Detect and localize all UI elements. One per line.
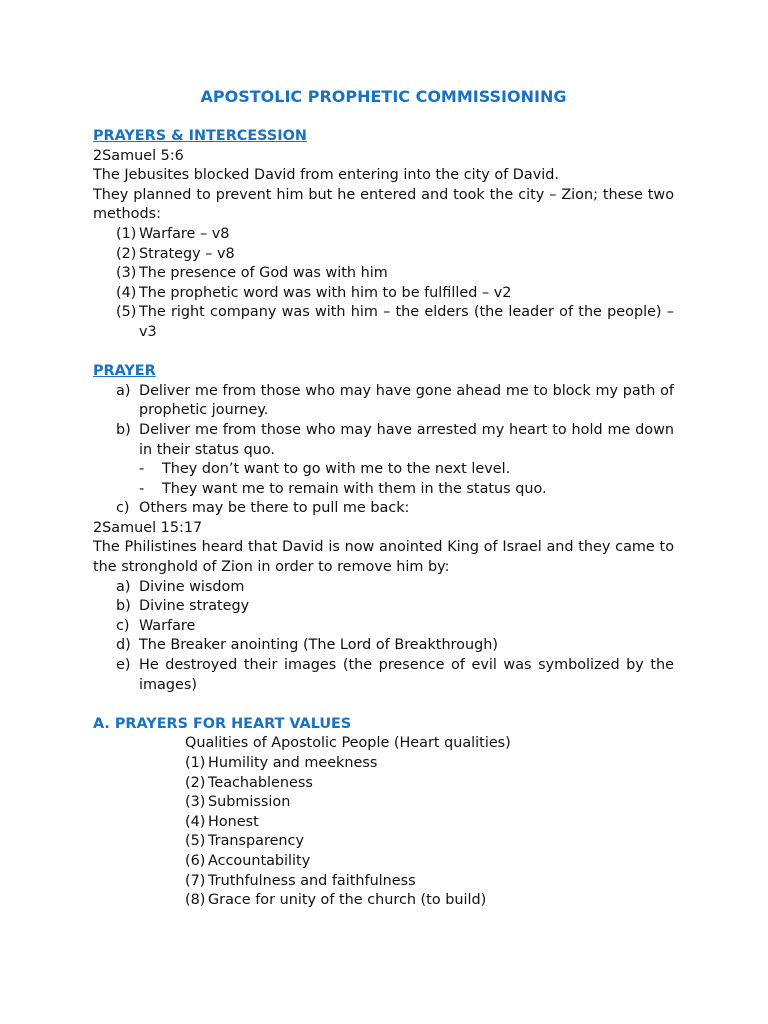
list-item-text: The right company was with him – the elders (the leader of the people) – v3 [139, 304, 674, 340]
spacer [93, 695, 674, 715]
scripture-reference: 2Samuel 5:6 [93, 147, 184, 164]
list-item [93, 264, 674, 284]
list-marker: (2) [116, 245, 137, 262]
scripture-reference: 2Samuel 15:17 [93, 519, 203, 536]
lettered-list [93, 499, 674, 519]
list-marker: (8) [185, 892, 206, 909]
list-marker: (7) [185, 872, 206, 889]
list-item [93, 578, 674, 598]
list-item [185, 872, 674, 892]
list-item-text: Transparency [208, 833, 304, 850]
list-marker: b) [116, 598, 131, 615]
list-item [185, 813, 674, 833]
list-marker: c) [116, 500, 130, 517]
list-marker: (3) [185, 794, 206, 811]
list-item-text: Grace for unity of the church (to build) [208, 892, 487, 909]
heart-qualities-block [93, 734, 674, 910]
paragraph: The Jebusites blocked David from entering into the city of David. [93, 167, 559, 184]
list-item-text: The presence of God was with him [139, 265, 388, 282]
list-item [185, 891, 674, 911]
list-marker: d) [116, 637, 131, 654]
numbered-list [93, 225, 674, 343]
section-heading-heart-values: A. PRAYERS FOR HEART VALUES [93, 715, 352, 732]
list-marker: b) [116, 421, 131, 438]
list-item-text: Teachableness [208, 774, 313, 791]
list-marker: - [139, 480, 145, 497]
list-marker: (5) [116, 304, 137, 321]
list-marker: (3) [116, 265, 137, 282]
section-heading-prayer: PRAYER [93, 363, 156, 380]
list-item-text: Deliver me from those who may have arrested my heart to hold me down in their status quo. [139, 421, 674, 458]
list-item-text: Strategy – v8 [139, 245, 235, 262]
spacer [93, 343, 674, 363]
list-item [93, 460, 674, 480]
list-item [185, 774, 674, 794]
document-page [93, 86, 674, 911]
dash-list [93, 460, 674, 499]
list-item-text: The prophetic word was with him to be fulfilled – v2 [139, 284, 512, 301]
list-intro: Qualities of Apostolic People (Heart qualities) [185, 735, 511, 752]
list-marker: (6) [185, 852, 206, 869]
list-item-text: The Breaker anointing (The Lord of Breakthrough) [139, 637, 498, 654]
list-item [185, 832, 674, 852]
list-item [93, 303, 674, 342]
list-marker: e) [116, 657, 131, 674]
list-item-text: Humility and meekness [208, 755, 378, 771]
paragraph: They planned to prevent him but he entered and took the city – Zion; these two methods: [93, 186, 674, 223]
list-item-text: Deliver me from those who may have gone ahead me to block my path of prophetic journey. [139, 382, 674, 419]
list-item [93, 382, 674, 421]
list-item [93, 636, 674, 656]
lettered-list [93, 382, 674, 460]
list-item [93, 597, 674, 617]
list-item [93, 245, 674, 265]
list-item-text: Accountability [208, 852, 311, 869]
paragraph: The Philistines heard that David is now anointed King of Israel and they came to the stronghold of Zion in order to remove him by: [93, 539, 674, 576]
list-item-text: Truthfulness and faithfulness [208, 872, 416, 889]
list-item [185, 754, 674, 774]
list-item [93, 499, 674, 519]
list-item [93, 421, 674, 460]
lettered-list [93, 578, 674, 696]
list-item [185, 852, 674, 872]
list-marker: (1) [185, 755, 206, 771]
list-item-text: Submission [208, 794, 291, 811]
list-item [93, 284, 674, 304]
list-item [93, 480, 674, 500]
list-item-text: They don’t want to go with me to the next level. [162, 461, 511, 478]
list-marker: - [139, 461, 145, 478]
list-item-text: Warfare – v8 [139, 225, 230, 242]
section-heading-prayers-intercession: PRAYERS & INTERCESSION [93, 128, 307, 144]
list-marker: (1) [116, 225, 137, 242]
list-item-text: Honest [208, 813, 259, 830]
list-marker: a) [116, 578, 131, 595]
list-item-text: They want me to remain with them in the status quo. [162, 480, 547, 497]
list-item [93, 617, 674, 637]
list-marker: c) [116, 617, 130, 634]
list-item-text: Warfare [139, 617, 196, 634]
list-marker: (5) [185, 833, 206, 850]
list-item-text: Divine wisdom [139, 578, 245, 595]
list-item-text: Others may be there to pull me back: [139, 500, 410, 517]
list-marker: (2) [185, 774, 206, 791]
list-item [185, 793, 674, 813]
document-title: APOSTOLIC PROPHETIC COMMISSIONING [200, 87, 567, 106]
list-marker: (4) [116, 284, 137, 301]
list-item [93, 656, 674, 695]
list-item-text: Divine strategy [139, 598, 250, 615]
list-item [93, 225, 674, 245]
list-item-text: He destroyed their images (the presence of evil was symbolized by the images) [139, 657, 674, 693]
list-marker: a) [116, 382, 131, 399]
list-marker: (4) [185, 813, 206, 830]
